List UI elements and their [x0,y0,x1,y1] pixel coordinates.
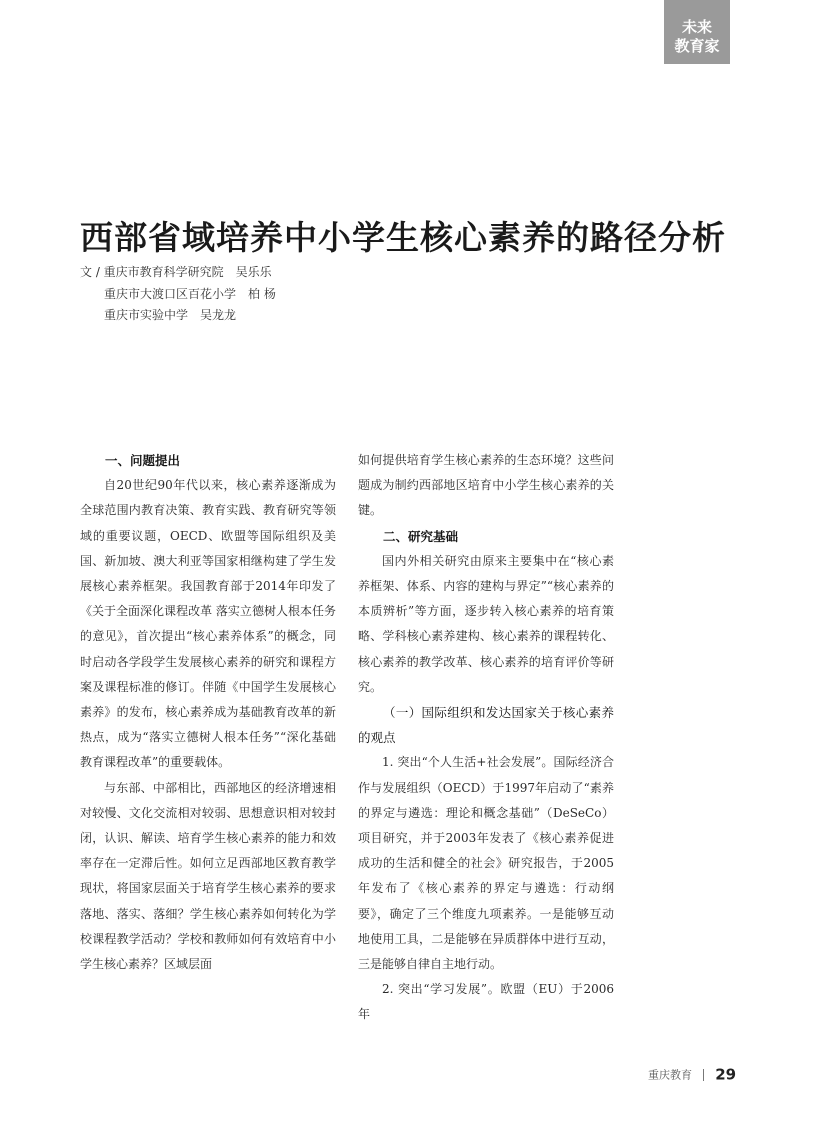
author-block [80,262,276,327]
author-line-1: 文 / 重庆市教育科学研究院 吴乐乐 [80,265,272,279]
section-tag [664,0,730,64]
body-paragraph: 1. 突出“个人生活+社会发展”。国际经济合作与发展组织（OECD）于1997年启动了“素养的界定与遴选：理论和概念基础”（DeSeCo）项目研究，并于2003年发表了《核心素养促进成功的生活和健全的社会》研究报告，于2005年发布了《核心素养的界定与遴选：行动纲要》，确定了三个维度九项素养。一是能够互动地使用工具，二是能够在异质群体中进行互动，三是能够自律自主地行动。 [358,755,614,972]
body-paragraph: 2. 突出“学习发展”。欧盟（EU）于2006年 [358,982,614,1022]
body-paragraph: 与东部、中部相比，西部地区的经济增速相对较慢、文化交流相对较弱、思想意识相对较封闭，认识、解读、培育学生核心素养的能力和效率存在一定滞后性。如何立足西部地区教育教学现状，将国家层面关于培育学生核心素养的要求落地、落实、落细？学生核心素养如何转化为学校课程教学活动？学校和教师如何有效培育中小学生核心素养？区域层面 [80,780,336,972]
author-line-2: 重庆市大渡口区百花小学 柏 杨 [104,286,276,301]
body-paragraph-continued: 如何提供培育学生核心素养的生态环境？这些问题成为制约西部地区培育中小学生核心素养的关键。 [358,453,614,518]
journal-name: 重庆教育 [648,1068,692,1082]
section-heading-2: 二、研究基础 [383,528,459,544]
article-title: 西部省域培养中小学生核心素养的路径分析 [80,218,726,257]
author-line-3: 重庆市实验中学 吴龙龙 [104,308,237,322]
right-column [358,448,614,1028]
section-tag-line1: 未来 [681,18,712,36]
body-paragraph: 国内外相关研究由原来主要集中在“核心素养框架、体系、内容的建构与界定”“核心素养的本质辨析”等方面，逐步转入核心素养的培育策略、学科核心素养建构、核心素养的课程转化、核心素养的教学改革、核心素养的培育评价等研究。 [358,553,614,694]
page-number: 29 [715,1065,737,1084]
page-footer [648,1064,736,1084]
section-heading-1: 一、问题提出 [105,453,181,468]
left-column [80,448,336,977]
section-tag-line2: 教育家 [674,37,720,55]
subsection-heading: （一）国际组织和发达国家关于核心素养的观点 [358,705,614,746]
footer-divider [703,1069,704,1081]
body-paragraph: 自20世纪90年代以来，核心素养逐渐成为全球范围内教育决策、教育实践、教育研究等领域的重要议题，OECD、欧盟等国际组织及美国、新加坡、澳大利亚等国家相继构建了学生发展核心素养框架。我国教育部于2014年印发了《关于全面深化课程改革 落实立德树人根本任务的意见》，首次提出“核心素养体系”的概念，同时启动各学段学生发展核心素养的研究和课程方案及课程标准的修订。伴随《中国学生发展核心素养》的发布，核心素养成为基础教育改革的新热点，成为“落实立德树人根本任务”“深化基础教育课程改革”的重要载体。 [80,478,336,770]
